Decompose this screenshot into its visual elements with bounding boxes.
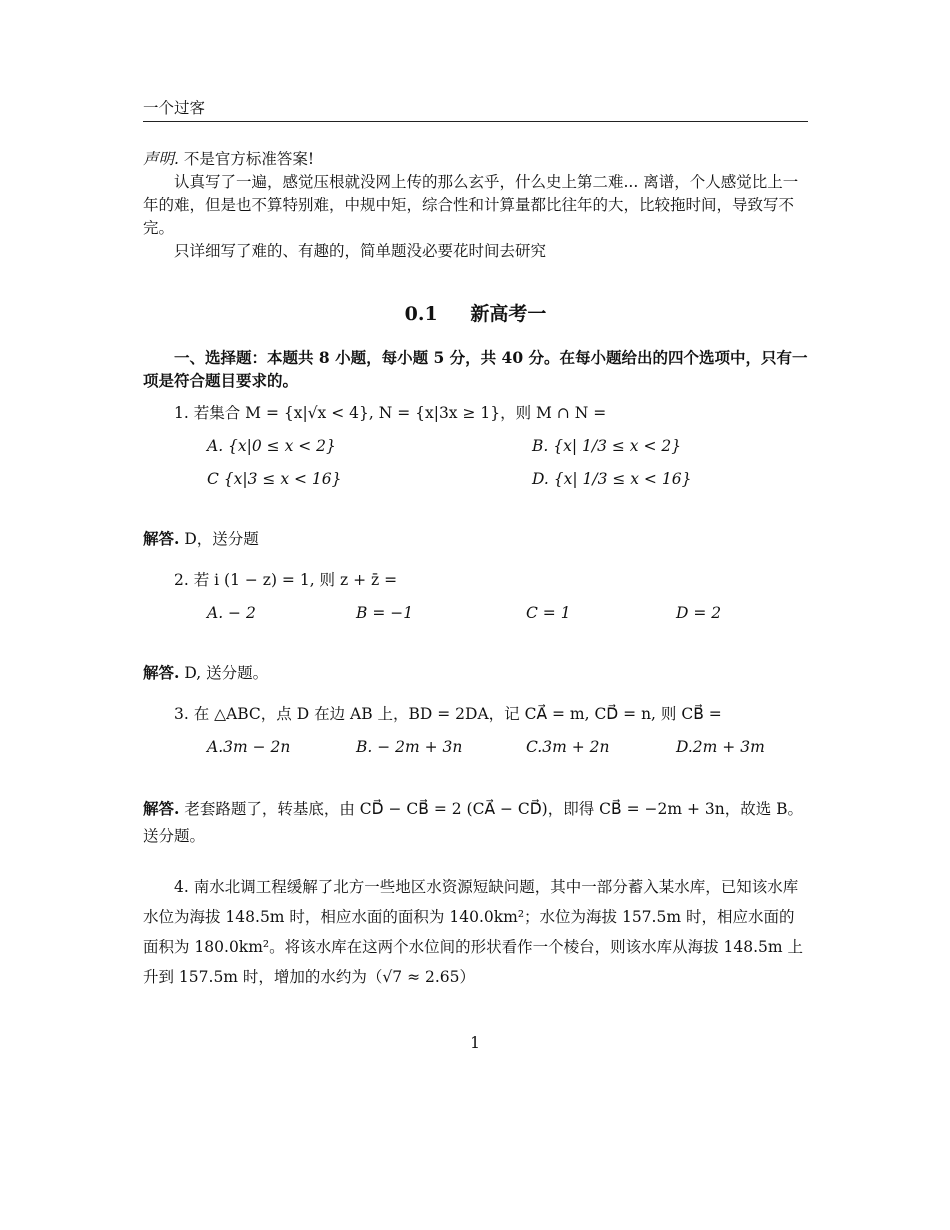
q2-option-b: B = −1 xyxy=(356,604,414,622)
declaration-text: 不是官方标准答案! xyxy=(183,150,315,168)
q2-answer-label: 解答. xyxy=(143,663,180,682)
declaration-label: 声明. xyxy=(143,150,179,168)
q3-option-c: C.3m + 2n xyxy=(526,738,610,756)
q2-option-c: C = 1 xyxy=(526,604,571,622)
q3-option-b: B. − 2m + 3n xyxy=(356,738,463,756)
q1-option-a: A. {x|0 ≤ x < 2} xyxy=(207,437,336,455)
question-1-answer xyxy=(143,527,808,551)
question-2-answer xyxy=(143,661,808,685)
paper-page xyxy=(143,98,808,992)
q3-option-d: D.2m + 3m xyxy=(676,738,765,756)
question-1-options xyxy=(207,435,808,491)
q2-option-a: A. − 2 xyxy=(207,604,256,622)
question-3-stem: 3. 在 △ABC，点 D 在边 AB 上，BD = 2DA，记 CA⃗ = m, CD⃗ = n, 则 CB⃗ = xyxy=(174,705,722,723)
section-number: 0.1 xyxy=(404,303,438,325)
q3-answer-text: 老套路题了，转基底，由 CD⃗ − CB⃗ = 2 (CA⃗ − CD⃗)，即得 CB⃗ = −2m + 3n，故选 B。送分题。 xyxy=(143,800,804,845)
q3-option-a: A.3m − 2n xyxy=(207,738,291,756)
q3-answer-label: 解答. xyxy=(143,799,180,818)
instructions: 一、选择题：本题共 8 小题，每小题 5 分，共 40 分。在每小题给出的四个选项中，只有一项是符合题目要求的。 xyxy=(143,348,808,390)
intro-paragraph-1: 认真写了一遍，感觉压根就没网上传的那么玄乎，什么史上第二难... 离谱，个人感觉比上一年的难，但是也不算特别难，中规中矩，综合性和计算量都比往年的大，比较拖时间，导致写不完。 xyxy=(143,173,799,237)
q1-option-b: B. {x| 1/3 ≤ x < 2} xyxy=(532,437,682,455)
q1-option-d: D. {x| 1/3 ≤ x < 16} xyxy=(532,470,692,488)
q2-answer-text: D, 送分题。 xyxy=(184,664,269,682)
question-2-stem: 2. 若 i (1 − z) = 1, 则 z + z̄ = xyxy=(174,571,398,589)
question-4-stem: 4. 南水北调工程缓解了北方一些地区水资源短缺问题，其中一部分蓄入某水库，已知该水库水位为海拔 148.5m 时，相应水面的面积为 140.0km²；水位为海拔 157.5m 时，相应水面的面积为 180.0km²。将该水库在这两个水位间的形状看作一个棱台，则该水库从海拔 148.5m 上升到 157.5m 时，增加的水约为（√7 ≈ 2.65） xyxy=(143,878,804,986)
question-2-options xyxy=(207,602,808,625)
question-3-answer xyxy=(143,795,808,850)
question-1-stem: 1. 若集合 M = {x|√x < 4}, N = {x|3x ≥ 1}，则 M ∩ N = xyxy=(174,404,607,422)
q1-option-c: C {x|3 ≤ x < 16} xyxy=(207,470,342,488)
q2-option-d: D = 2 xyxy=(676,604,722,622)
intro-paragraph-2: 只详细写了难的、有趣的，简单题没必要花时间去研究 xyxy=(174,242,547,260)
declaration xyxy=(143,148,808,171)
section-heading xyxy=(143,299,808,326)
running-header: 一个过客 xyxy=(143,98,808,122)
q1-answer-label: 解答. xyxy=(143,529,180,548)
page-number: 1 xyxy=(470,1034,480,1052)
q1-answer-text: D，送分题 xyxy=(184,530,259,548)
section-title: 新高考一 xyxy=(470,303,547,325)
question-3-options xyxy=(207,736,808,759)
